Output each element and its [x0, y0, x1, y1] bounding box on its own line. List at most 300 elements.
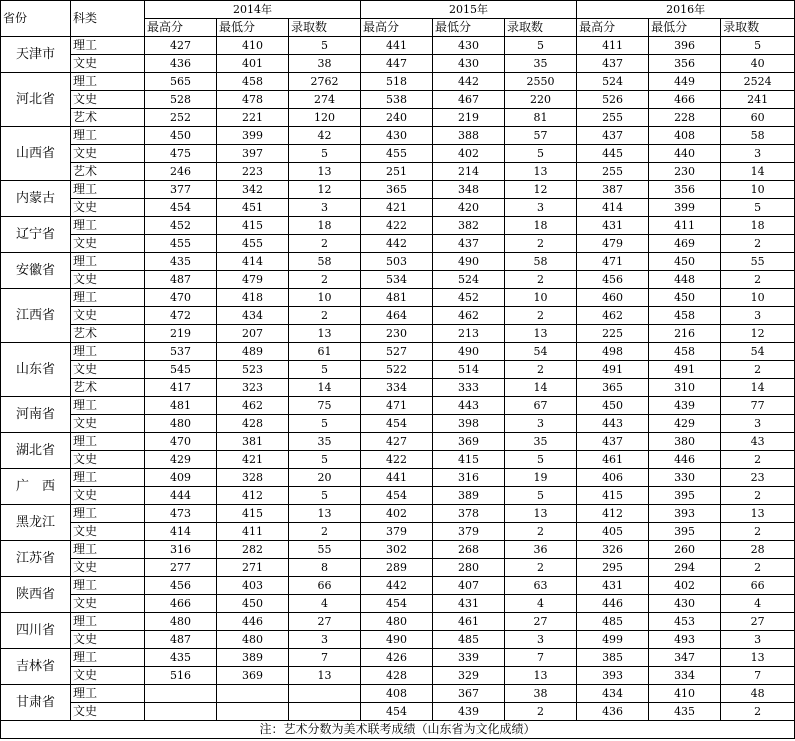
table-row	[1, 55, 795, 73]
score-cell: 491	[649, 361, 721, 379]
score-cell: 460	[577, 289, 649, 307]
score-cell: 379	[433, 523, 505, 541]
year-header-2014: 2014年	[145, 1, 361, 19]
score-cell: 13	[505, 667, 577, 685]
score-cell: 429	[145, 451, 217, 469]
table-row	[1, 361, 795, 379]
score-cell: 437	[577, 55, 649, 73]
category-cell: 文史	[71, 451, 145, 469]
score-cell: 470	[145, 289, 217, 307]
table-row	[1, 505, 795, 523]
province-name: 安徽省	[1, 253, 71, 289]
category-cell: 文史	[71, 235, 145, 253]
score-cell: 5	[505, 451, 577, 469]
table-row	[1, 469, 795, 487]
score-cell: 2	[289, 235, 361, 253]
score-cell: 323	[217, 379, 289, 397]
col-header-count: 录取数	[721, 19, 795, 37]
table-row	[1, 541, 795, 559]
score-cell: 524	[433, 271, 505, 289]
score-cell: 461	[577, 451, 649, 469]
score-cell: 475	[145, 145, 217, 163]
score-cell: 219	[433, 109, 505, 127]
province-name: 湖北省	[1, 433, 71, 469]
score-cell: 430	[433, 55, 505, 73]
col-header-count: 录取数	[289, 19, 361, 37]
score-cell: 415	[217, 505, 289, 523]
score-cell: 225	[577, 325, 649, 343]
score-cell: 36	[505, 541, 577, 559]
score-cell: 326	[577, 541, 649, 559]
score-cell: 4	[505, 595, 577, 613]
score-cell: 462	[217, 397, 289, 415]
category-cell: 文史	[71, 631, 145, 649]
score-cell: 289	[361, 559, 433, 577]
year-header-2015: 2015年	[361, 1, 577, 19]
score-cell: 490	[433, 253, 505, 271]
score-cell: 389	[217, 649, 289, 667]
score-cell: 454	[361, 703, 433, 721]
score-cell: 2762	[289, 73, 361, 91]
score-cell: 410	[649, 685, 721, 703]
score-cell: 527	[361, 343, 433, 361]
score-cell: 120	[289, 109, 361, 127]
score-cell: 5	[289, 487, 361, 505]
score-cell: 431	[433, 595, 505, 613]
score-cell: 55	[289, 541, 361, 559]
score-cell: 280	[433, 559, 505, 577]
score-cell: 455	[145, 235, 217, 253]
score-cell: 8	[289, 559, 361, 577]
score-cell: 414	[577, 199, 649, 217]
score-cell: 3	[721, 631, 795, 649]
score-cell: 20	[289, 469, 361, 487]
score-cell: 379	[361, 523, 433, 541]
score-cell	[145, 685, 217, 703]
score-cell: 538	[361, 91, 433, 109]
score-cell: 420	[433, 199, 505, 217]
category-cell: 理工	[71, 577, 145, 595]
score-cell: 81	[505, 109, 577, 127]
score-cell: 523	[217, 361, 289, 379]
score-cell: 466	[145, 595, 217, 613]
category-cell: 理工	[71, 649, 145, 667]
score-cell: 255	[577, 109, 649, 127]
category-cell: 文史	[71, 595, 145, 613]
score-cell: 436	[145, 55, 217, 73]
score-cell: 14	[505, 379, 577, 397]
score-cell: 28	[721, 541, 795, 559]
score-cell: 330	[649, 469, 721, 487]
score-cell: 487	[145, 271, 217, 289]
score-cell	[217, 703, 289, 721]
score-cell: 443	[577, 415, 649, 433]
score-cell: 5	[505, 487, 577, 505]
score-cell: 356	[649, 181, 721, 199]
province-name: 广 西	[1, 469, 71, 505]
score-cell: 445	[577, 145, 649, 163]
score-cell: 470	[145, 433, 217, 451]
score-cell: 439	[649, 397, 721, 415]
score-cell: 369	[433, 433, 505, 451]
category-cell: 理工	[71, 181, 145, 199]
province-name: 吉林省	[1, 649, 71, 685]
score-cell: 367	[433, 685, 505, 703]
table-row	[1, 253, 795, 271]
score-cell: 406	[577, 469, 649, 487]
table-row	[1, 199, 795, 217]
score-cell: 57	[505, 127, 577, 145]
score-cell: 2	[505, 559, 577, 577]
score-cell: 348	[433, 181, 505, 199]
score-cell	[217, 685, 289, 703]
table-row	[1, 667, 795, 685]
score-cell: 255	[577, 163, 649, 181]
score-cell: 240	[361, 109, 433, 127]
score-cell: 450	[649, 289, 721, 307]
table-row	[1, 559, 795, 577]
table-row	[1, 343, 795, 361]
score-cell: 4	[289, 595, 361, 613]
score-cell: 5	[505, 37, 577, 55]
score-cell: 14	[721, 379, 795, 397]
score-cell: 223	[217, 163, 289, 181]
score-cell: 220	[505, 91, 577, 109]
score-cell: 12	[721, 325, 795, 343]
score-cell	[289, 703, 361, 721]
category-cell: 文史	[71, 559, 145, 577]
score-cell: 61	[289, 343, 361, 361]
score-cell: 417	[145, 379, 217, 397]
province-name: 山东省	[1, 343, 71, 397]
province-name: 四川省	[1, 613, 71, 649]
score-cell: 393	[577, 667, 649, 685]
score-cell: 2	[289, 307, 361, 325]
score-cell: 334	[649, 667, 721, 685]
score-cell: 27	[289, 613, 361, 631]
footnote: 注：艺术分数为美术联考成绩（山东省为文化成绩）	[1, 721, 795, 739]
score-cell: 430	[433, 37, 505, 55]
score-cell: 246	[145, 163, 217, 181]
score-cell: 328	[217, 469, 289, 487]
score-cell: 415	[577, 487, 649, 505]
table-row	[1, 163, 795, 181]
score-cell: 402	[433, 145, 505, 163]
col-header-min: 最低分	[433, 19, 505, 37]
score-cell: 448	[649, 271, 721, 289]
category-cell: 文史	[71, 55, 145, 73]
category-cell: 理工	[71, 289, 145, 307]
score-cell: 365	[577, 379, 649, 397]
category-cell: 艺术	[71, 163, 145, 181]
score-cell: 441	[361, 469, 433, 487]
province-name: 陕西省	[1, 577, 71, 613]
score-cell: 3	[721, 307, 795, 325]
score-cell: 13	[505, 325, 577, 343]
score-cell: 456	[145, 577, 217, 595]
score-cell: 565	[145, 73, 217, 91]
table-row	[1, 145, 795, 163]
score-cell: 442	[433, 73, 505, 91]
score-cell: 18	[721, 217, 795, 235]
score-cell: 450	[145, 127, 217, 145]
table-row	[1, 73, 795, 91]
score-cell: 2	[505, 271, 577, 289]
score-cell: 498	[577, 343, 649, 361]
score-cell: 216	[649, 325, 721, 343]
table-row	[1, 235, 795, 253]
table-row	[1, 451, 795, 469]
score-cell: 230	[649, 163, 721, 181]
col-header-max: 最高分	[577, 19, 649, 37]
score-cell: 429	[649, 415, 721, 433]
category-cell: 理工	[71, 217, 145, 235]
score-cell: 75	[289, 397, 361, 415]
score-cell	[145, 703, 217, 721]
score-cell: 458	[217, 73, 289, 91]
category-cell: 文史	[71, 703, 145, 721]
province-name: 内蒙古	[1, 181, 71, 217]
score-cell: 334	[361, 379, 433, 397]
score-cell: 42	[289, 127, 361, 145]
score-cell: 40	[721, 55, 795, 73]
province-name: 天津市	[1, 37, 71, 73]
score-cell: 387	[577, 181, 649, 199]
score-cell: 446	[217, 613, 289, 631]
score-cell: 60	[721, 109, 795, 127]
score-cell: 398	[433, 415, 505, 433]
score-cell: 481	[361, 289, 433, 307]
score-cell: 454	[361, 595, 433, 613]
category-cell: 理工	[71, 505, 145, 523]
score-cell: 48	[721, 685, 795, 703]
score-cell: 428	[217, 415, 289, 433]
table-row	[1, 523, 795, 541]
score-cell: 356	[649, 55, 721, 73]
score-cell: 377	[145, 181, 217, 199]
score-cell: 5	[289, 451, 361, 469]
score-cell: 10	[289, 289, 361, 307]
score-cell: 10	[721, 181, 795, 199]
category-cell: 理工	[71, 685, 145, 703]
score-cell: 3	[289, 199, 361, 217]
score-cell: 2	[721, 559, 795, 577]
score-cell: 55	[721, 253, 795, 271]
score-cell: 54	[721, 343, 795, 361]
score-cell: 395	[649, 487, 721, 505]
score-cell: 434	[577, 685, 649, 703]
score-cell: 27	[505, 613, 577, 631]
score-cell: 381	[217, 433, 289, 451]
score-cell: 467	[433, 91, 505, 109]
score-cell: 440	[649, 145, 721, 163]
score-cell: 414	[217, 253, 289, 271]
score-cell: 63	[505, 577, 577, 595]
score-cell: 13	[505, 505, 577, 523]
category-cell: 理工	[71, 541, 145, 559]
score-cell: 503	[361, 253, 433, 271]
score-cell: 260	[649, 541, 721, 559]
score-cell: 14	[721, 163, 795, 181]
score-cell: 35	[505, 55, 577, 73]
score-cell: 369	[217, 667, 289, 685]
score-cell: 35	[505, 433, 577, 451]
score-cell: 412	[577, 505, 649, 523]
score-cell: 77	[721, 397, 795, 415]
table-row	[1, 433, 795, 451]
score-cell: 415	[217, 217, 289, 235]
table-row	[1, 109, 795, 127]
col-header-max: 最高分	[361, 19, 433, 37]
score-cell: 389	[433, 487, 505, 505]
score-cell: 450	[217, 595, 289, 613]
score-cell: 295	[577, 559, 649, 577]
score-cell: 23	[721, 469, 795, 487]
score-cell	[289, 685, 361, 703]
score-cell: 14	[289, 379, 361, 397]
score-cell: 2	[289, 523, 361, 541]
score-cell: 27	[721, 613, 795, 631]
score-cell: 431	[577, 577, 649, 595]
score-cell: 442	[361, 235, 433, 253]
province-name: 山西省	[1, 127, 71, 181]
score-cell: 342	[217, 181, 289, 199]
table-row	[1, 181, 795, 199]
table-body	[1, 1, 795, 739]
score-cell: 7	[505, 649, 577, 667]
score-cell: 3	[505, 631, 577, 649]
category-cell: 文史	[71, 523, 145, 541]
score-cell: 2	[721, 235, 795, 253]
category-cell: 艺术	[71, 109, 145, 127]
header-row-years	[1, 1, 795, 19]
score-cell: 430	[649, 595, 721, 613]
score-cell: 58	[505, 253, 577, 271]
score-cell: 401	[217, 55, 289, 73]
score-cell: 437	[577, 433, 649, 451]
col-header-max: 最高分	[145, 19, 217, 37]
table-row	[1, 397, 795, 415]
table-row	[1, 307, 795, 325]
score-cell: 399	[649, 199, 721, 217]
score-cell: 2	[289, 271, 361, 289]
score-cell: 454	[145, 199, 217, 217]
score-cell: 219	[145, 325, 217, 343]
table-row	[1, 217, 795, 235]
score-cell: 466	[649, 91, 721, 109]
score-cell: 437	[433, 235, 505, 253]
score-cell: 329	[433, 667, 505, 685]
score-cell: 2	[505, 703, 577, 721]
score-cell: 302	[361, 541, 433, 559]
note-row	[1, 721, 795, 739]
score-cell: 407	[433, 577, 505, 595]
score-cell: 415	[433, 451, 505, 469]
score-cell: 427	[145, 37, 217, 55]
score-cell: 396	[649, 37, 721, 55]
score-cell: 228	[649, 109, 721, 127]
score-cell: 528	[145, 91, 217, 109]
score-cell: 403	[217, 577, 289, 595]
score-cell: 452	[433, 289, 505, 307]
score-cell: 13	[289, 667, 361, 685]
score-cell: 339	[433, 649, 505, 667]
score-cell: 5	[289, 37, 361, 55]
score-cell: 464	[361, 307, 433, 325]
score-cell: 409	[145, 469, 217, 487]
score-cell: 251	[361, 163, 433, 181]
province-name: 甘肃省	[1, 685, 71, 721]
score-cell: 252	[145, 109, 217, 127]
score-cell: 2	[721, 451, 795, 469]
score-cell: 12	[289, 181, 361, 199]
category-cell: 理工	[71, 253, 145, 271]
score-cell: 2	[721, 271, 795, 289]
table-row	[1, 91, 795, 109]
score-cell: 441	[361, 37, 433, 55]
score-cell: 7	[721, 667, 795, 685]
score-cell: 294	[649, 559, 721, 577]
score-cell: 66	[721, 577, 795, 595]
score-cell: 2	[505, 361, 577, 379]
score-cell: 490	[433, 343, 505, 361]
score-cell: 13	[289, 163, 361, 181]
score-cell: 3	[505, 415, 577, 433]
score-cell: 455	[361, 145, 433, 163]
score-cell: 439	[433, 703, 505, 721]
score-cell: 422	[361, 451, 433, 469]
score-cell: 447	[361, 55, 433, 73]
score-cell: 2	[505, 523, 577, 541]
table-row	[1, 703, 795, 721]
score-cell: 454	[361, 415, 433, 433]
score-cell: 452	[145, 217, 217, 235]
score-cell: 411	[649, 217, 721, 235]
score-cell: 518	[361, 73, 433, 91]
score-cell: 451	[217, 199, 289, 217]
score-cell: 3	[721, 415, 795, 433]
category-cell: 理工	[71, 127, 145, 145]
table-row	[1, 613, 795, 631]
category-cell: 理工	[71, 37, 145, 55]
score-cell: 378	[433, 505, 505, 523]
category-cell: 文史	[71, 145, 145, 163]
score-cell: 454	[361, 487, 433, 505]
score-cell: 268	[433, 541, 505, 559]
score-cell: 18	[505, 217, 577, 235]
category-cell: 文史	[71, 667, 145, 685]
score-cell: 462	[433, 307, 505, 325]
table-row	[1, 379, 795, 397]
category-cell: 文史	[71, 361, 145, 379]
score-cell: 402	[361, 505, 433, 523]
score-cell: 19	[505, 469, 577, 487]
score-cell: 435	[649, 703, 721, 721]
score-cell: 480	[145, 415, 217, 433]
score-cell: 5	[721, 37, 795, 55]
score-cell: 462	[577, 307, 649, 325]
score-cell: 2524	[721, 73, 795, 91]
score-cell: 213	[433, 325, 505, 343]
table-row	[1, 127, 795, 145]
score-cell: 408	[361, 685, 433, 703]
score-cell: 35	[289, 433, 361, 451]
score-cell: 545	[145, 361, 217, 379]
category-cell: 理工	[71, 469, 145, 487]
score-cell: 230	[361, 325, 433, 343]
score-cell: 487	[145, 631, 217, 649]
province-name: 辽宁省	[1, 217, 71, 253]
